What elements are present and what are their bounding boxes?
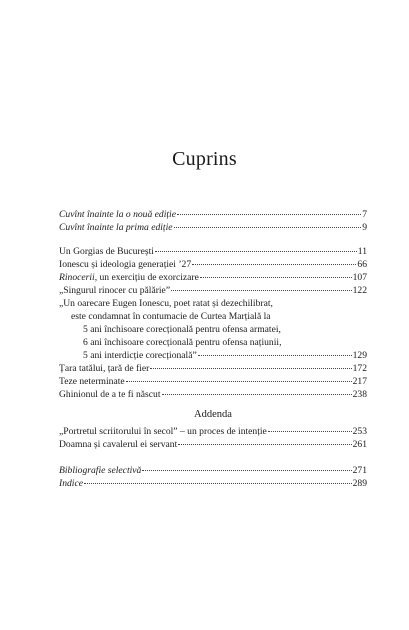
- toc-entry-label-rest: , un exercițiu de exorcizare: [94, 272, 199, 283]
- toc-entry-page: 238: [352, 389, 367, 400]
- leader-dots: [178, 444, 351, 445]
- toc-entry-label: „Singurul rinocer cu pălărie”: [59, 285, 171, 296]
- toc-entry-label: Cuvînt înainte la prima ediție: [59, 222, 173, 233]
- toc-entry: [59, 477, 367, 490]
- toc-entry-label: Țara tatălui, țară de fier: [59, 363, 150, 374]
- toc-entry-page: 271: [352, 465, 367, 476]
- toc-entry: [59, 438, 367, 451]
- toc-entry: [59, 208, 367, 221]
- leader-dots: [162, 394, 352, 395]
- toc-entry-label: [59, 271, 199, 284]
- page-title: Cuprins: [172, 148, 237, 170]
- leader-dots: [268, 431, 352, 432]
- toc-entry-label: Doamna și cavalerul ei servant: [59, 439, 178, 450]
- toc-entry: [59, 388, 367, 401]
- leader-dots: [126, 381, 352, 382]
- toc-entry-line: este condamnat în contumacie de Curtea Marțială la: [71, 311, 271, 322]
- toc-entry-label: Indice: [59, 478, 83, 489]
- toc-entry-line: 5 ani închisoare corecțională pentru ofensa armatei,: [83, 324, 281, 335]
- leader-dots: [142, 470, 351, 471]
- leader-dots: [177, 214, 361, 215]
- leader-dots: [171, 290, 352, 291]
- toc-entry-label: Bibliografie selectivă: [59, 465, 142, 476]
- leader-dots: [150, 368, 351, 369]
- toc-entry-label: Cuvînt înainte la o nouă ediție: [59, 209, 176, 220]
- toc-entry-page: 66: [357, 259, 367, 270]
- toc-entry-multiline: [59, 297, 367, 362]
- toc-entry-page: 253: [352, 426, 367, 437]
- toc-entry-page: 289: [352, 478, 367, 489]
- toc-entry-label: Ghinionul de a te fi născut: [59, 389, 161, 400]
- toc-entry: [59, 349, 367, 362]
- toc-entry: [59, 245, 367, 258]
- toc-entry-label: Ionescu și ideologia generației ’27: [59, 259, 192, 270]
- leader-dots: [200, 277, 352, 278]
- toc-entry-label: Teze neterminate: [59, 376, 125, 387]
- leader-dots: [84, 483, 352, 484]
- toc-entry-page: 172: [352, 363, 367, 374]
- toc-entry-label: Un Gorgias de București: [59, 246, 154, 257]
- leader-dots: [192, 264, 356, 265]
- table-of-contents: [59, 208, 367, 490]
- toc-entry: [59, 362, 367, 375]
- toc-entry: [59, 284, 367, 297]
- leader-dots: [174, 227, 362, 228]
- toc-entry-page: 261: [352, 439, 367, 450]
- toc-entry-page: 129: [352, 350, 367, 361]
- toc-entry-page: 11: [357, 246, 367, 257]
- toc-entry-page: 122: [352, 285, 367, 296]
- leader-dots: [198, 355, 352, 356]
- toc-entry-label: „Portretul scriitorului în secol” – un proces de intenție: [59, 426, 267, 437]
- toc-entry-page: 7: [362, 209, 367, 220]
- toc-entry: [59, 221, 367, 234]
- toc-entry: [59, 258, 367, 271]
- toc-entry-page: 217: [352, 376, 367, 387]
- addenda-heading: Addenda: [194, 409, 232, 420]
- toc-entry-page: 9: [362, 222, 367, 233]
- toc-entry-label: 5 ani interdicție corecțională”: [83, 350, 197, 361]
- toc-entry: [59, 464, 367, 477]
- leader-dots: [155, 251, 357, 252]
- toc-entry: [59, 271, 367, 284]
- toc-entry-label-italic: Rinocerii: [59, 272, 95, 283]
- toc-entry-line: „Un oarecare Eugen Ionescu, poet ratat și dezechilibrat,: [59, 298, 273, 309]
- toc-entry: [59, 375, 367, 388]
- toc-entry-page: 107: [352, 272, 367, 283]
- toc-entry: [59, 425, 367, 438]
- toc-entry-line: 6 ani închisoare corecțională pentru ofensa națiunii,: [83, 337, 282, 348]
